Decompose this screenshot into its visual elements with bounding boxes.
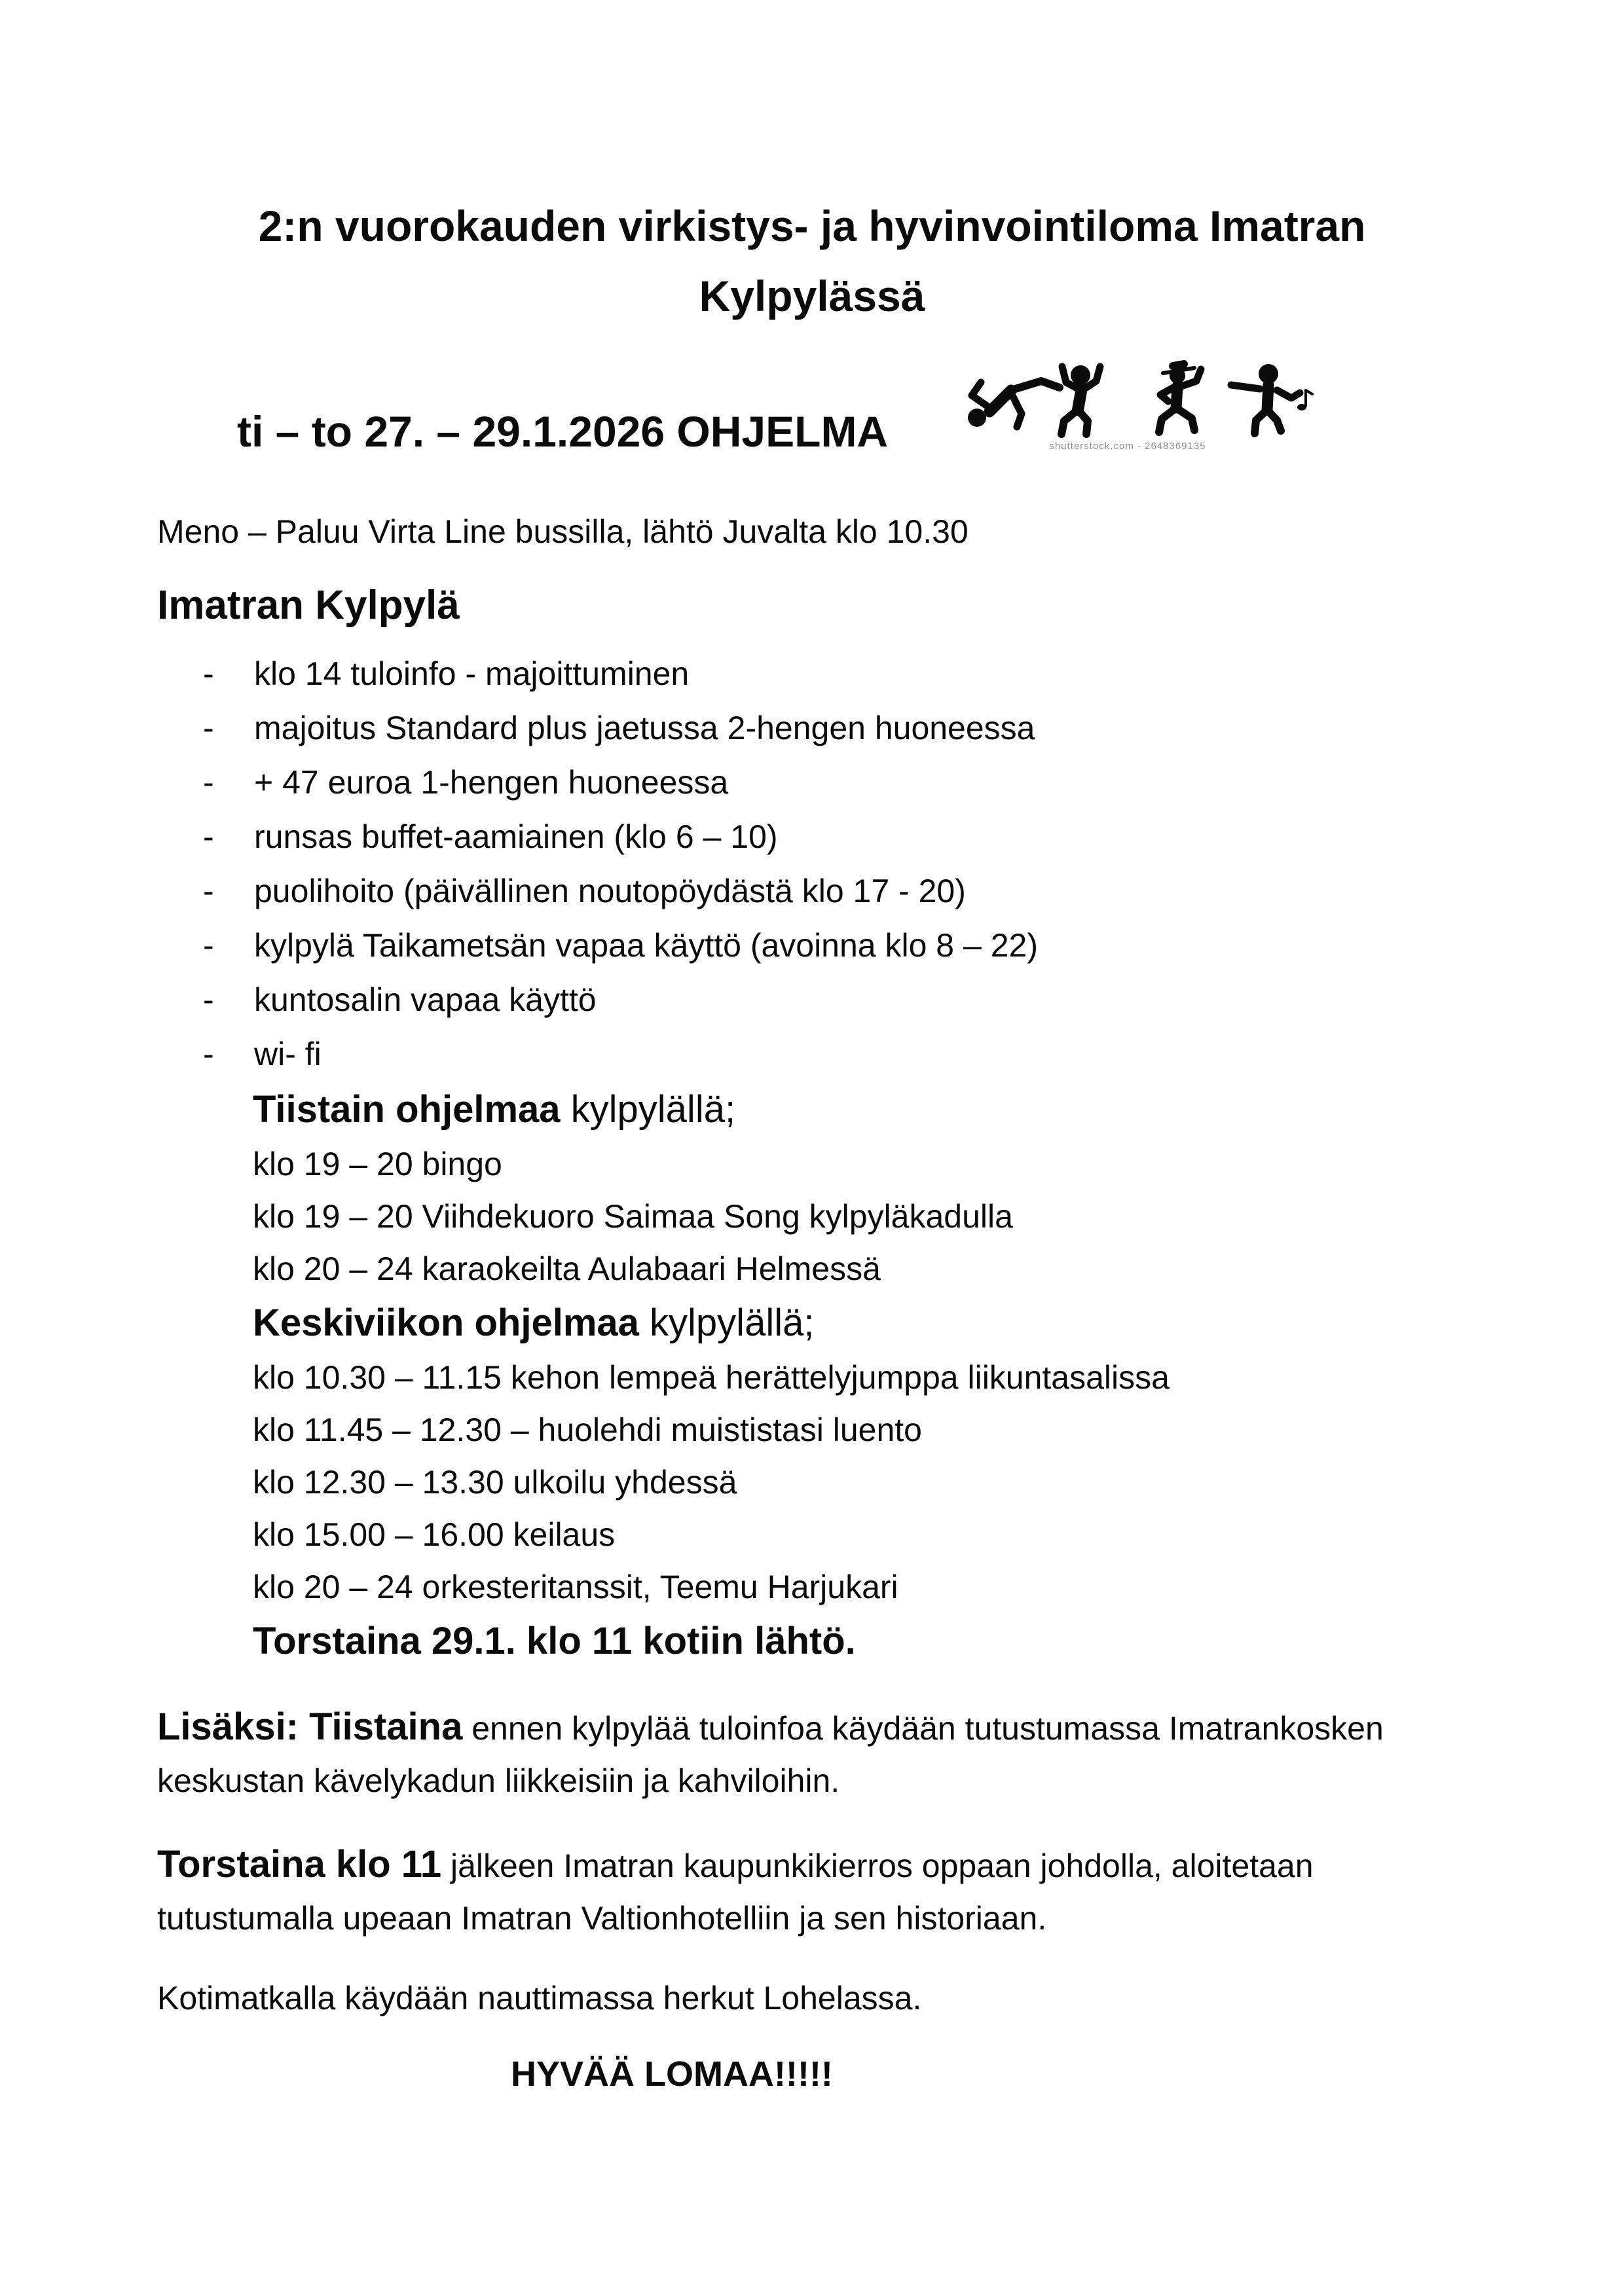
page-title [157,191,1467,331]
date-heading: ti – to 27. – 29.1.2026 OHJELMA [237,407,889,456]
return-note: Kotimatkalla käydään nauttimassa herkut Lohelassa. [157,1980,922,2016]
dancer-breakdance-icon [968,381,1060,427]
dancer-with-note-icon [1231,364,1312,433]
list-item [157,810,1467,864]
extra-note-tuesday-bold: Lisäksi: Tiistaina [157,1705,463,1748]
bullet-dash: - [203,655,214,692]
thursday-departure-note: Torstaina 29.1. klo 11 kotiin lähtö. [253,1620,856,1662]
program-heading-tuesday-rest: kylpylällä; [560,1088,736,1131]
dancing-figures-illustration [938,357,1318,452]
list-item-text: wi- fi [254,1036,322,1072]
event-line: klo 10.30 – 11.15 kehon lempeä herättelyjumppa liikuntasalissa [253,1359,1170,1396]
extra-note-thursday [157,1838,1467,1944]
event-line: klo 12.30 – 13.30 ulkoilu yhdessä [253,1464,737,1501]
list-item-text: kylpylä Taikametsän vapaa käyttö (avoinna klo 8 – 22) [254,927,1038,964]
section-heading-imatran-kylpyla: Imatran Kylpylä [157,583,460,628]
intro-line: Meno – Paluu Virta Line bussilla, lähtö Juvalta klo 10.30 [157,513,969,550]
list-item-text: puolihoito (päivällinen noutopöydästä klo 17 - 20) [254,873,966,909]
list-item [157,647,1467,701]
date-row [157,331,1467,488]
bullet-dash: - [203,764,214,801]
daily-program [253,1082,1467,1669]
program-heading-wednesday-bold: Keskiviikon ohjelmaa [253,1302,639,1344]
bullet-dash: - [203,818,214,855]
list-item-text: runsas buffet-aamiainen (klo 6 – 10) [254,818,778,855]
extra-note-tuesday [157,1701,1467,1807]
list-item-text: klo 14 tuloinfo - majoittuminen [254,655,690,692]
dancer-arms-up-icon [1061,365,1100,434]
list-item [157,919,1467,973]
extra-note-thursday-bold: Torstaina klo 11 [157,1843,442,1886]
bullet-dash: - [203,1036,214,1072]
event-line: klo 20 – 24 karaokeilta Aulabaari Helmessä [253,1250,881,1287]
bullet-dash: - [203,873,214,909]
event-line: klo 11.45 – 12.30 – huolehdi muististasi luento [253,1412,922,1448]
list-item [157,701,1467,756]
list-item [157,756,1467,810]
program-heading-tuesday-bold: Tiistain ohjelmaa [253,1088,561,1131]
program-heading-wednesday-rest: kylpylällä; [638,1302,815,1344]
page-title-line-2: Kylpylässä [699,272,925,320]
event-line: klo 19 – 20 Viihdekuoro Saimaa Song kylpyläkadulla [253,1198,1013,1235]
extra-note-thursday-rest: jälkeen Imatran kaupunkikierros oppaan johdolla, aloitetaan tutustumalla upeaan Imatran Valtionhotelliin ja sen historiaan. [157,1848,1314,1937]
page-title-line-1: 2:n vuorokauden virkistys- ja hyvinvointiloma Imatran [258,202,1366,250]
event-line: klo 19 – 20 bingo [253,1146,502,1182]
list-item [157,1027,1467,1082]
event-line: klo 20 – 24 orkesteritanssit, Teemu Harjukari [253,1569,898,1605]
bullet-dash: - [203,981,214,1018]
bullet-dash: - [203,927,214,964]
program-heading-wednesday [253,1295,1467,1351]
list-item-text: majoitus Standard plus jaetussa 2-hengen huoneessa [254,710,1035,746]
dancing-figures-image [938,357,1318,439]
list-item-text: kuntosalin vapaa käyttö [254,981,597,1018]
program-heading-tuesday [253,1082,1467,1138]
bullet-dash: - [203,710,214,746]
extra-note-tuesday-rest: ennen kylpylää tuloinfoa käydään tutustumassa Imatrankosken keskustan kävelykadun liikkeisiin ja kahviloihin. [157,1710,1384,1799]
list-item [157,864,1467,919]
list-item [157,973,1467,1027]
list-item-text: + 47 euroa 1-hengen huoneessa [254,764,729,801]
stock-watermark-text: shutterstock.com - 2648369135 [1049,441,1206,452]
closing-line: HYVÄÄ LOMAA!!!!! [511,2054,833,2094]
dancer-with-hat-icon [1159,364,1201,432]
event-line: klo 15.00 – 16.00 keilaus [253,1516,616,1553]
amenities-list [157,647,1467,1082]
